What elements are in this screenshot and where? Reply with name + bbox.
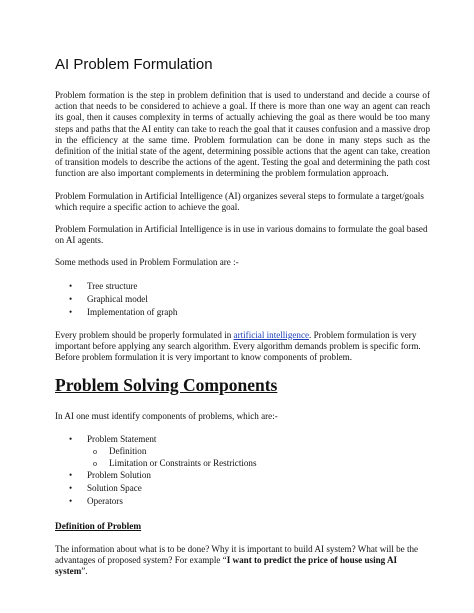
definition-of-problem-heading: Definition of Problem: [55, 521, 142, 532]
section-heading-problem-solving-components: Problem Solving Components: [55, 375, 278, 396]
paragraph-proper-formulation: [55, 330, 430, 364]
list-item: • Implementation of graph: [55, 306, 430, 319]
paragraph-ai-organizes: Problem Formulation in Artificial Intelligence (AI) organizes several steps to formulate a target/goals which require a specific action to achieve the goal.: [55, 190, 424, 212]
text-segment: ”.: [81, 566, 88, 577]
sub-list-item: o Definition: [87, 446, 430, 457]
sub-list-item: o Limitation or Constraints or Restrictions: [87, 458, 430, 469]
sub-list: [87, 446, 430, 468]
paragraph-domains: Problem Formulation in Artificial Intelligence is in use in various domains to formulate the goal based on AI agents.: [55, 224, 428, 246]
list-item: • Solution Space: [55, 482, 430, 495]
text-segment: Every problem should be properly formulated in: [55, 329, 234, 340]
components-list: [55, 433, 430, 507]
paragraph-definition: [55, 544, 430, 578]
paragraph-problem-formation: Problem formation is the step in problem definition that is used to understand and decide a course of action that needs to be considered to achieve a goal. If there is more than one way an agent can reach its goal, then it causes complexity in terms of actually achieving the goal as there would be too many steps and paths that the AI entity can take to reach the goal that it causes confusion and a massive drop in the efficiency at the same time. Problem formulation can be done in many steps such as the definition of the initial state of the agent, determining possible actions that the agent can take, creation of transition models to describe the actions of the agent. Testing the goal and determining the path cost function are also important complements in determining the problem formulation approach.: [55, 90, 430, 179]
methods-list: [55, 280, 430, 319]
paragraph-methods-intro: Some methods used in Problem Formulation are :-: [55, 257, 239, 268]
list-item: • Operators: [55, 495, 430, 508]
list-item: [55, 433, 430, 468]
text-segment: . Problem formulation is very important before applying any search algorithm. Every algorithm demands problem is specific form. Before problem formulation it is very important to know components of problem.: [55, 329, 421, 363]
list-item: • Tree structure: [55, 280, 430, 293]
paragraph-components-intro: In AI one must identify components of problems, which are:-: [55, 411, 278, 422]
list-item: • Problem Solution: [55, 469, 430, 482]
text-segment: The information about what is to be done? Why it is important to build AI system? What will be the advantages of proposed system? For example “: [55, 543, 419, 566]
example-bold-text: I want to predict the price of house using AI system: [55, 555, 398, 577]
list-item: • Graphical model: [55, 293, 430, 306]
artificial-intelligence-link[interactable]: artificial intelligence: [233, 329, 310, 340]
component-problem-statement: Problem Statement: [87, 434, 157, 445]
document-content: [55, 56, 430, 588]
page-title: AI Problem Formulation: [55, 56, 213, 73]
